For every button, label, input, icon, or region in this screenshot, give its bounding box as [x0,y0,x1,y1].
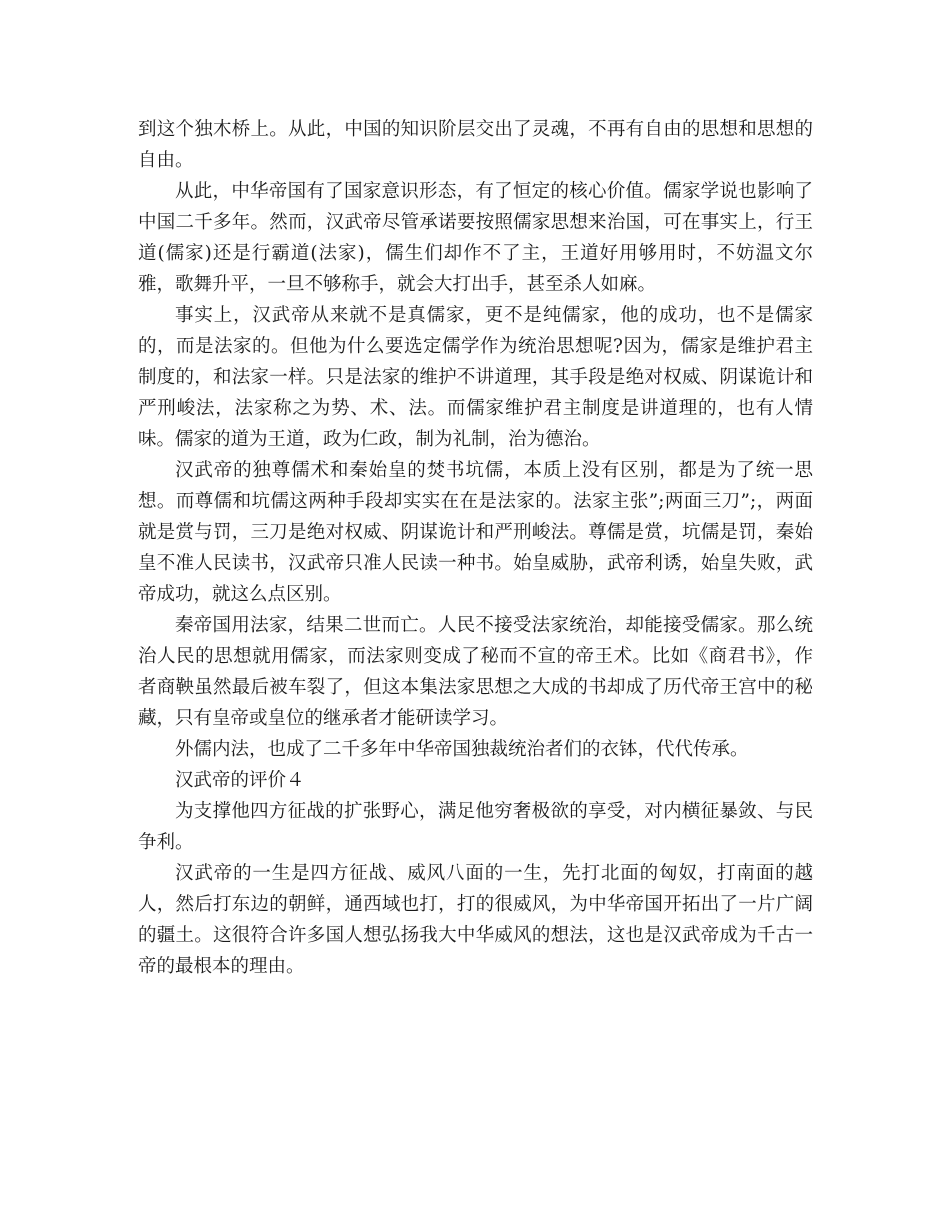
paragraph: 外儒内法，也成了二千多年中华帝国独裁统治者们的衣钵，代代传承。 [175,739,749,760]
paragraph: 从此，中华帝国有了国家意识形态，有了恒定的核心价值。儒家学说也影响了中国二千多年。然而，汉武帝尽管承诺要按照儒家思想来治国，可在事实上，行王道(儒家)还是行霸道(法家)，儒生们却作不了主，王道好用够用时，不妨温文尔雅，歌舞升平，一旦不够称手，就会大打出手，甚至杀人如麻。 [138,181,813,295]
paragraph: 汉武帝的独尊儒术和秦始皇的焚书坑儒，本质上没有区别，都是为了统一思想。而尊儒和坑儒这两种手段却实实在在是法家的。法家主张”;两面三刀”;，两面就是赏与罚，三刀是绝对权威、阴谋诡计和严刑峻法。尊儒是赏，坑儒是罚，秦始皇不准人民读书，汉武帝只准人民读一种书。始皇威胁，武帝利诱，始皇失败，武帝成功，就这么点区别。 [138,460,813,605]
document-body [138,114,813,982]
paragraph: 到这个独木桥上。从此，中国的知识阶层交出了灵魂，不再有自由的思想和思想的自由。 [138,119,813,171]
paragraph: 事实上，汉武帝从来就不是真儒家，更不是纯儒家，他的成功，也不是儒家的，而是法家的。但他为什么要选定儒学作为统治思想呢?因为，儒家是维护君主制度的，和法家一样。只是法家的维护不讲道理，其手段是绝对权威、阴谋诡计和严刑峻法，法家称之为势、术、法。而儒家维护君主制度是讲道理的，也有人情味。儒家的道为王道，政为仁政，制为礼制，治为德治。 [138,305,813,450]
paragraph: 为支撑他四方征战的扩张野心，满足他穷奢极欲的享受，对内横征暴敛、与民争利。 [138,801,813,853]
paragraph: 汉武帝的一生是四方征战、威风八面的一生，先打北面的匈奴，打南面的越人，然后打东边的朝鲜，通西域也打，打的很威风，为中华帝国开拓出了一片广阔的疆土。这很符合许多国人想弘扬我大中华威风的想法，这也是汉武帝成为千古一帝的最根本的理由。 [138,863,813,977]
section-heading: 汉武帝的评价４ [175,770,305,791]
paragraph: 秦帝国用法家，结果二世而亡。人民不接受法家统治，却能接受儒家。那么统治人民的思想就用儒家，而法家则变成了秘而不宣的帝王术。比如《商君书》，作者商鞅虽然最后被车裂了，但这本集法家思想之大成的书却成了历代帝王宫中的秘藏，只有皇帝或皇位的继承者才能研读学习。 [138,615,813,729]
